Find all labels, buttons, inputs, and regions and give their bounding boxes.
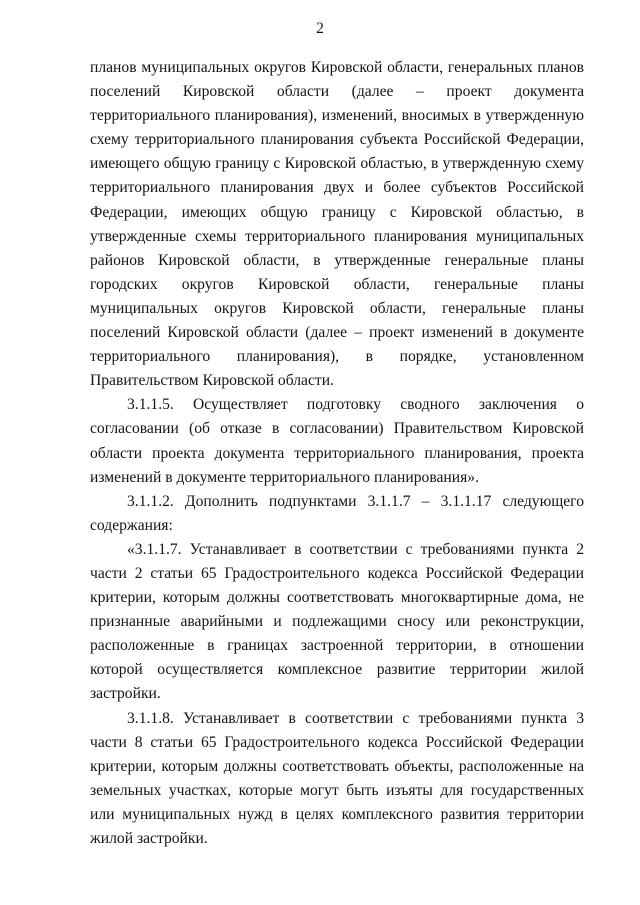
- paragraph-3-1-1-7: «3.1.1.7. Устанавливает в соответствии с требованиями пункта 2 части 2 статьи 65 Градостроительного кодекса Российской Федерации критерии, которым должны соответствовать многоквартирные дома, не признанные аварийными и подлежащими сносу или реконструкции, расположенные в границах застроенной территории, в отношении которой осуществляется комплексное развитие территории жилой застройки.: [90, 540, 584, 703]
- paragraph-3-1-1-5: 3.1.1.5. Осуществляет подготовку сводного заключения о согласовании (об отказе в согласовании) Правительством Кировской области проекта документа территориального планирования, проекта изменений в документе территориального планирования».: [90, 396, 584, 486]
- paragraph-continuation: планов муниципальных округов Кировской области, генеральных планов поселений Кировской области (далее – проект документа территориального планирования), изменений, вносимых в утвержденную схему территориального планирования субъекта Российской Федерации, имеющего общую границу с Кировской областью, в утвержденную схему территориального планирования двух и более субъектов Российской Федерации, имеющих общую границу с Кировской областью, в утвержденные схемы территориального планирования муниципальных районов Кировской области, в утвержденные генеральные планы городских округов Кировской области, генеральные планы муниципальных округов Кировской области, генеральные планы поселений Кировской области (далее – проект изменений в документе территориального планирования), в порядке, установленном Правительством Кировской области.: [90, 59, 584, 390]
- page-number: 2: [316, 20, 324, 37]
- document-body: [90, 56, 584, 851]
- paragraph-3-1-1-2: 3.1.1.2. Дополнить подпунктами 3.1.1.7 – 3.1.1.17 следующего содержания:: [90, 492, 584, 534]
- paragraph-3-1-1-8: 3.1.1.8. Устанавливает в соответствии с требованиями пункта 3 части 8 статьи 65 Градостроительного кодекса Российской Федерации критерии, которым должны соответствовать объекты, расположенные на земельных участках, которые могут быть изъяты для государственных или муниципальных нужд в целях комплексного развития территории жилой застройки.: [90, 709, 584, 847]
